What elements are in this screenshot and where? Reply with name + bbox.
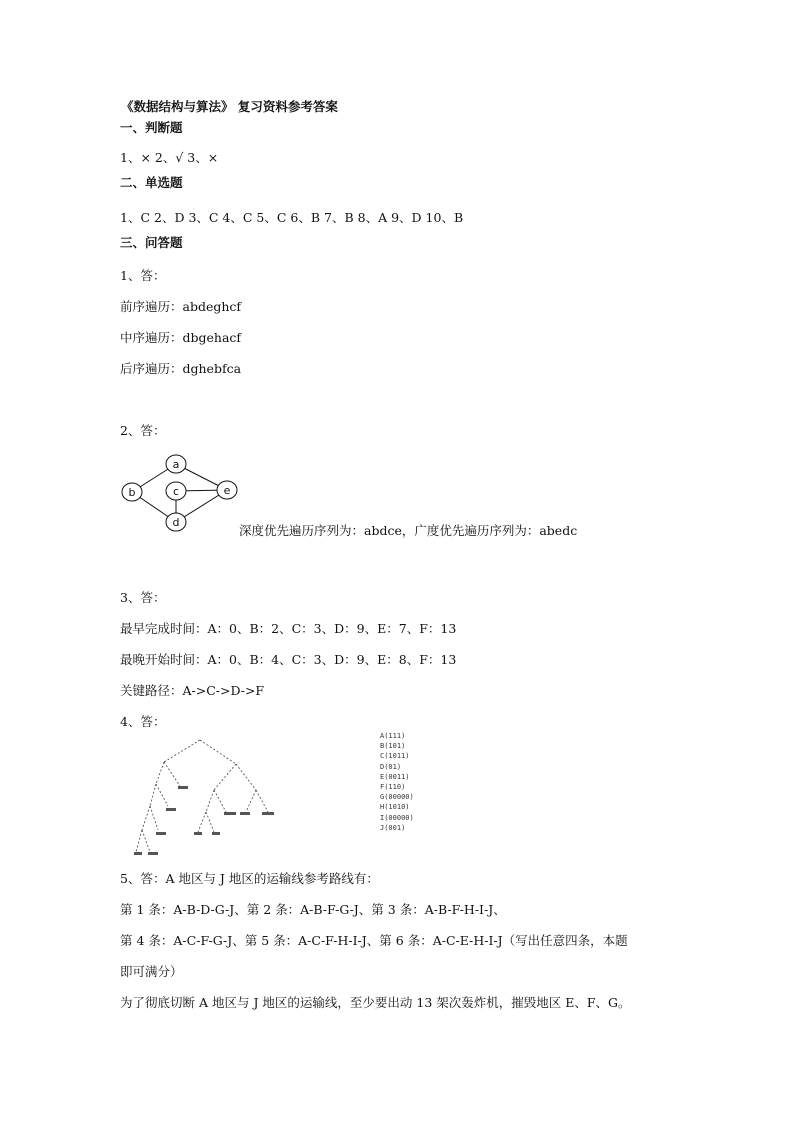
single-choice-answers: 1、C 2、D 3、C 4、C 5、C 6、B 7、B 8、A 9、D 10、B [120, 210, 464, 225]
q3-earliest-times: 最早完成时间：A：0、B：2、C：3、D：9、E：7、F：13 [120, 621, 457, 636]
graph-node-label: c [172, 485, 180, 498]
tree-edge [164, 762, 180, 786]
graph-node-label: a [172, 458, 180, 471]
tree-edge [256, 790, 268, 812]
tree-edge [164, 740, 200, 762]
tree-leaf-mark [178, 786, 188, 789]
graph-node-label: d [172, 516, 180, 529]
tree-leaf-mark [166, 808, 176, 811]
q1-postorder: 后序遍历：dghebfca [120, 361, 242, 376]
huffman-code: C(1011) [380, 752, 410, 761]
huffman-code: A(111) [380, 732, 406, 740]
huffman-code: J(001) [380, 823, 406, 832]
tree-edge [236, 764, 256, 790]
q2-graph-figure [118, 452, 240, 538]
tree-edge [150, 806, 158, 830]
tree-leaf-mark [134, 852, 142, 855]
tree-edge [206, 790, 214, 812]
huffman-code: E(0011) [380, 772, 410, 781]
q5-line-2: 第 1 条：A-B-D-G-J、第 2 条：A-B-F-G-J、第 3 条：A-B-F-H-I-J、 [120, 902, 506, 917]
q4-label: 4、答： [120, 714, 166, 729]
q2-label: 2、答： [120, 423, 166, 438]
q4-huffman-tree-figure [128, 736, 280, 858]
q4-huffman-codes [380, 731, 414, 833]
tree-edge [150, 784, 156, 806]
tree-leaf-mark [156, 832, 166, 835]
huffman-code: I(00000) [380, 813, 414, 822]
tree-leaf-mark [194, 832, 202, 835]
huffman-code: B(101) [380, 742, 406, 751]
tree-leaf-mark [240, 812, 250, 815]
graph-node-label: b [128, 486, 136, 499]
section-heading-single-choice: 二、单选题 [120, 175, 183, 190]
graph-node-label: e [223, 484, 231, 497]
tree-edge [142, 806, 150, 830]
q3-critical-path: 关键路径：A->C->D->F [120, 683, 265, 698]
judgment-answers: 1、× 2、√ 3、× [120, 150, 219, 165]
huffman-code: G(00000) [380, 793, 414, 802]
q1-inorder: 中序遍历：dbgehacf [120, 330, 242, 345]
tree-edge [206, 812, 214, 832]
document-title: 《数据结构与算法》 复习资料参考答案 [121, 99, 338, 114]
q2-traversal-result: 深度优先遍历序列为：abdce，广度优先遍历序列为：abedc [239, 523, 578, 538]
tree-edge [136, 830, 142, 852]
tree-edge [200, 740, 236, 764]
q1-label: 1、答： [120, 268, 166, 283]
q3-label: 3、答： [120, 590, 166, 605]
q5-line-3: 第 4 条：A-C-F-G-J、第 5 条：A-C-F-H-I-J、第 6 条：A-C-E-H-I-J（写出任意四条，本题 [120, 933, 628, 948]
tree-edge [198, 812, 206, 832]
section-heading-qa: 三、问答题 [120, 235, 183, 250]
q3-latest-times: 最晚开始时间：A：0、B：4、C：3、D：9、E：8、F：13 [120, 652, 457, 667]
q5-line-4: 即可满分） [120, 964, 183, 979]
tree-edge [214, 790, 226, 812]
huffman-code: D(01) [380, 762, 402, 771]
section-heading-judgment: 一、判断题 [120, 120, 183, 135]
huffman-code: F(110) [380, 783, 406, 792]
huffman-code: H(1010) [380, 803, 410, 812]
tree-leaf-mark [212, 832, 220, 835]
q5-line-5: 为了彻底切断 A 地区与 J 地区的运输线，至少要出动 13 架次轰炸机，摧毁地区 E、F、G。 [120, 995, 631, 1010]
tree-edge [156, 762, 164, 784]
tree-edge [246, 790, 256, 812]
tree-edge [214, 764, 236, 790]
q1-preorder: 前序遍历：abdeghcf [120, 299, 242, 314]
q5-line-1: 5、答：A 地区与 J 地区的运输线参考路线有： [120, 871, 379, 886]
tree-leaf-mark [224, 812, 236, 815]
tree-edge [142, 830, 150, 852]
tree-edge [156, 784, 168, 806]
tree-leaf-mark [148, 852, 158, 855]
tree-leaf-mark [262, 812, 274, 815]
